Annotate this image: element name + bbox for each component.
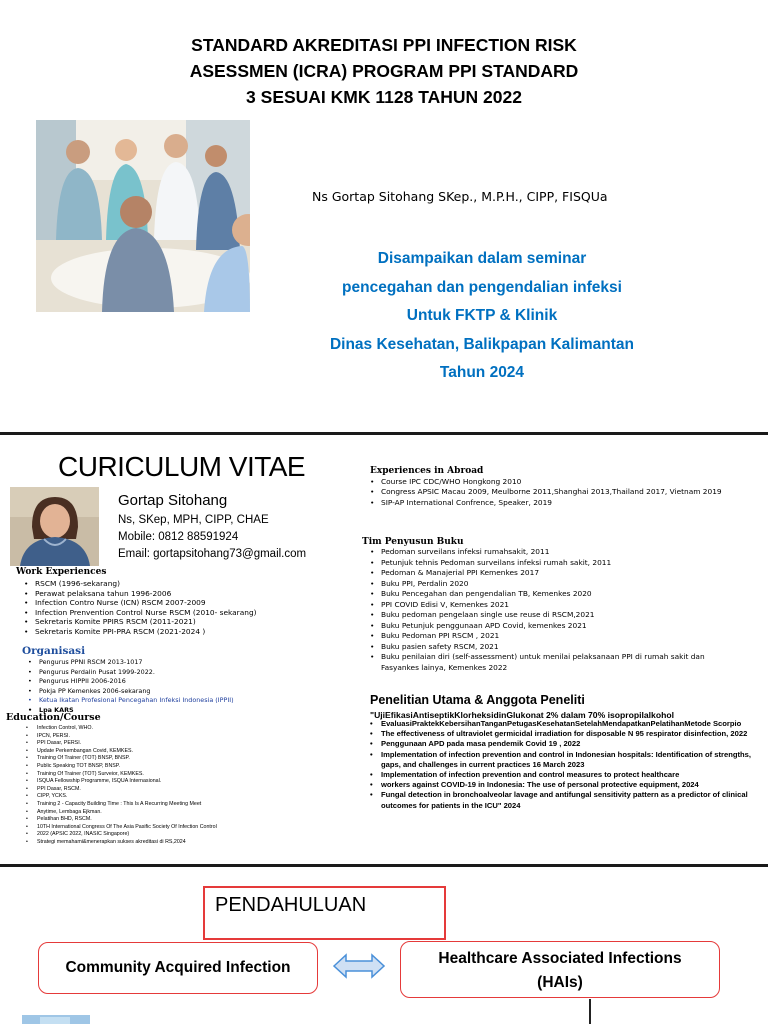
- title-line: 3 SESUAI KMK 1128 TAHUN 2022: [246, 87, 522, 107]
- slide-image: [20, 1013, 92, 1024]
- slide-title: [0, 0, 768, 432]
- list-item: • PPI Dasar, RSCM.: [26, 786, 217, 794]
- seminar-line: Dinas Kesehatan, Balikpapan Kalimantan: [329, 335, 635, 353]
- connector-line: [589, 999, 591, 1024]
- list-item: • Buku Petunjuk penggunaan APD Covid, kemenkes 2021: [370, 621, 730, 632]
- list-item: • Sekretaris Komite PPIRS RSCM (2011-2021): [24, 617, 257, 627]
- list-item: • Training 2 - Capacity Building Time : This Is A Recurring Meeting Meet: [26, 801, 217, 809]
- seminar-line: Disampaikan dalam seminar: [377, 250, 587, 267]
- list-item: • Fungal detection in bronchoalveolar lavage and antifungal sensitivity pattern as a predictor of clinical outcomes for patients in the ICU" 2024: [370, 790, 758, 810]
- list-item: • ISQUA Fellowship Programme, ISQUA Internasional.: [26, 778, 217, 786]
- list-item: • Strategi memahami&menerapkan sukses akreditasi di RS,2024: [26, 839, 217, 847]
- education-list: [26, 725, 217, 847]
- seminar-line: pencegahan dan pengendalian infeksi: [342, 278, 622, 296]
- list-item: • EvaluasiPraktekKebersihanTanganPetugasKesehatanSetelahMendapatkanPelatihanMetode Scorpio: [370, 719, 758, 729]
- list-item: • Perawat pelaksana tahun 1996-2006: [24, 589, 257, 599]
- work-heading: Work Experiences: [16, 567, 107, 577]
- education-heading: Education/Course: [6, 712, 101, 723]
- research-subtitle: "UjiEfikasiAntiseptikKlorheksidinGlukonat 2% dalam 70% isopropilalkohol: [370, 710, 674, 720]
- list-item: • Pelatihan BHD, RSCM.: [26, 816, 217, 824]
- abroad-list: [370, 477, 730, 508]
- book-list: [370, 547, 730, 673]
- research-heading: Penelitian Utama & Anggota Peneliti: [370, 693, 585, 707]
- hais-box: [400, 941, 720, 998]
- person-name: Gortap Sitohang: [118, 492, 228, 509]
- list-item: • Pedoman & Manajerial PPI Kemenkes 2017: [370, 568, 730, 579]
- list-item: • Congress APSIC Macau 2009, Meulborne 2011,Shanghai 2013,Thailand 2017, Vietnam 2019: [370, 487, 730, 497]
- title-line: STANDARD AKREDITASI PPI INFECTION RISK: [191, 35, 577, 55]
- list-item: • Infection Contro Nurse (ICN) RSCM 2007-2009: [24, 598, 257, 608]
- list-item: • workers against COVID-19 in Indonesia: The use of personal protective equipment, 2024: [370, 780, 758, 790]
- list-item: • The effectiveness of ultraviolet germicidal irradiation for disposable N 95 respirator disinfection, 2022: [370, 729, 758, 739]
- list-item: • Training Of Trainer (TOT) Surveior, KEMKES.: [26, 771, 217, 779]
- list-item: • Buku Pedoman PPI RSCM , 2021: [370, 631, 730, 642]
- list-item: • Pokja PP Kemenkes 2006-sekarang: [28, 687, 234, 697]
- research-list: [370, 719, 758, 811]
- list-item: • Buku pasien safety RSCM, 2021: [370, 642, 730, 653]
- list-item: • Training Of Trainer (TOT) BNSP, BNSP.: [26, 755, 217, 763]
- list-item: • Lpa KARS: [28, 706, 234, 716]
- list-item: • IPCN, PERSI.: [26, 733, 217, 741]
- list-item: • Penggunaan APD pada masa pendemik Covid 19 , 2022: [370, 739, 758, 749]
- list-item: • Implementation of infection prevention and control in Indonesian hospitals: Identification of strengths, gaps, and challenges in current practices 16 March 2023: [370, 750, 758, 770]
- slide-cv: [0, 435, 768, 864]
- list-item: • Ketua Ikatan Profesional Pencegahan Infeksi Indonesia (IPPII): [28, 696, 234, 706]
- contact-info: [118, 490, 306, 563]
- list-item: • Pedoman surveilans infeksi rumahsakit, 2011: [370, 547, 730, 558]
- list-item: • Pengurus Perdalin Pusat 1999-2022.: [28, 668, 234, 678]
- meeting-photo: [36, 120, 250, 312]
- list-item: • Infection Prenvention Control Nurse RSCM (2010- sekarang): [24, 608, 257, 618]
- list-item: • PPI Dasar, PERSI.: [26, 740, 217, 748]
- mobile-number: Mobile: 0812 88591924: [118, 531, 239, 543]
- list-item: • Sekretaris Komite PPI-PRA RSCM (2021-2024 ): [24, 627, 257, 637]
- list-item: • 10TH International Congress Of The Asia Pasific Society Of Infection Control: [26, 824, 217, 832]
- list-item: • Update Perkembangan Covid, KEMKES.: [26, 748, 217, 756]
- list-item: • Buku pedoman pengelaan single use reuse di RSCM,2021: [370, 610, 730, 621]
- list-item: • Pengurus PPNI RSCM 2013-1017: [28, 658, 234, 668]
- credentials: Ns, SKep, MPH, CIPP, CHAE: [118, 514, 269, 526]
- org-heading: Organisasi: [22, 645, 86, 657]
- list-item: • PPI COVID Edisi V, Kemenkes 2021: [370, 600, 730, 611]
- community-infection-box: Community Acquired Infection: [38, 942, 318, 994]
- slide-title-heading: [0, 32, 768, 110]
- introduction-heading: PENDAHULUAN: [215, 894, 367, 916]
- cv-title: CURICULUM VITAE: [58, 451, 306, 482]
- book-heading: Tim Penyusun Buku: [362, 537, 464, 547]
- seminar-line: Tahun 2024: [439, 364, 525, 381]
- list-item: • Anytime, Lembaga Ejkman.: [26, 809, 217, 817]
- slide-introduction: [0, 867, 768, 1024]
- list-item: • Pengurus HIPPII 2006-2016: [28, 677, 234, 687]
- list-item: • Buku PPI, Perdalin 2020: [370, 579, 730, 590]
- list-item: • Implementation of infection prevention and control measures to protect healthcare: [370, 770, 758, 780]
- introduction-heading-box: [203, 886, 446, 940]
- list-item: • CIPP, YCKS.: [26, 793, 217, 801]
- org-list: [28, 658, 234, 716]
- author-name: Ns Gortap Sitohang SKep., M.P.H., CIPP, FISQUa: [312, 189, 608, 204]
- list-item: • Course IPC CDC/WHO Hongkong 2010: [370, 477, 730, 487]
- abroad-heading: Experiences in Abroad: [370, 466, 484, 476]
- list-item: • Petunjuk tehnis Pedoman surveilans infeksi rumah sakit, 2011: [370, 558, 730, 569]
- list-item: • Buku Pencegahan dan pengendalian TB, Kemenkes 2020: [370, 589, 730, 600]
- list-item: • Buku penilaian diri (self-assessment) untuk menilai pelaksanaan PPI di rumah sakit dan Fasyankes lainya, Kemenkes 2022: [370, 652, 730, 673]
- seminar-info: [250, 245, 714, 388]
- list-item: • SIP-AP International Confrence, Speaker, 2019: [370, 498, 730, 508]
- list-item: • 2022 (APSIC 2022, INASIC Singapore): [26, 831, 217, 839]
- hais-title: Healthcare Associated Infections: [438, 950, 682, 967]
- hais-abbreviation: (HAIs): [537, 974, 583, 991]
- email-address: Email: gortapsitohang73@gmail.com: [118, 548, 307, 560]
- title-line: ASESSMEN (ICRA) PROGRAM PPI STANDARD: [189, 61, 579, 81]
- list-item: • Infection Control, WHO.: [26, 725, 217, 733]
- profile-photo: [10, 487, 99, 566]
- work-list: [24, 579, 257, 637]
- list-item: • RSCM (1996-sekarang): [24, 579, 257, 589]
- double-arrow-icon: [333, 953, 385, 979]
- seminar-line: Untuk FKTP & Klinik: [406, 307, 558, 324]
- list-item: • Public Speaking TOT BNSP, BNSP.: [26, 763, 217, 771]
